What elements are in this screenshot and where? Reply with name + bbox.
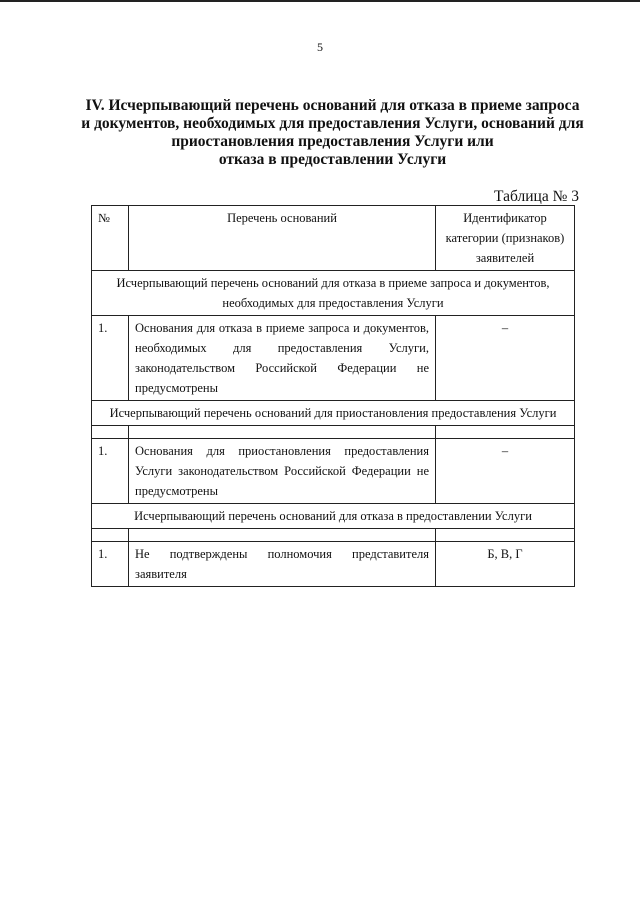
- table-row: [92, 542, 575, 587]
- heading-line-4: отказа в предоставлении Услуги: [218, 151, 447, 168]
- row-num: 1.: [92, 439, 129, 504]
- spacer-cell: [129, 529, 436, 542]
- row-identifier: Б, В, Г: [436, 542, 575, 587]
- heading-line-1: IV. Исчерпывающий перечень оснований для отказа в приеме запроса: [85, 97, 580, 114]
- section-title-row: [92, 271, 575, 316]
- row-identifier: –: [436, 439, 575, 504]
- heading-line-2: и документов, необходимых для предоставления Услуги, оснований для: [81, 115, 584, 132]
- grounds-table: [91, 205, 575, 587]
- header-identifier: Идентификатор категории (признаков) заявителей: [436, 206, 575, 271]
- table-row: [92, 439, 575, 504]
- row-num: 1.: [92, 542, 129, 587]
- row-text: Основания для приостановления предоставления Услуги законодательством Российской Федерации не предусмотрены: [129, 439, 436, 504]
- table-caption: Таблица № 3: [494, 188, 579, 205]
- section-title: Исчерпывающий перечень оснований для отказа в предоставлении Услуги: [92, 504, 575, 529]
- spacer-cell: [129, 426, 436, 439]
- spacer-cell: [92, 426, 129, 439]
- table-header-row: [92, 206, 575, 271]
- heading-line-3: приостановления предоставления Услуги или: [171, 133, 494, 150]
- table-row: [92, 316, 575, 401]
- row-num: 1.: [92, 316, 129, 401]
- row-text: Основания для отказа в приеме запроса и документов, необходимых для предоставления Услуги, законодательством Российской Федерации не предусмотрены: [129, 316, 436, 401]
- page-top-edge: [0, 0, 640, 2]
- row-identifier: –: [436, 316, 575, 401]
- spacer-row: [92, 426, 575, 439]
- section-title: Исчерпывающий перечень оснований для отказа в приеме запроса и документов, необходимых для предоставления Услуги: [92, 271, 575, 316]
- section-title: Исчерпывающий перечень оснований для приостановления предоставления Услуги: [92, 401, 575, 426]
- section-title-row: [92, 401, 575, 426]
- page-number: 5: [317, 40, 323, 54]
- section-heading: [60, 97, 605, 169]
- spacer-cell: [436, 426, 575, 439]
- row-text: Не подтверждены полномочия представителя заявителя: [129, 542, 436, 587]
- header-grounds: Перечень оснований: [129, 206, 436, 271]
- spacer-row: [92, 529, 575, 542]
- header-num: №: [92, 206, 129, 271]
- spacer-cell: [436, 529, 575, 542]
- spacer-cell: [92, 529, 129, 542]
- section-title-row: [92, 504, 575, 529]
